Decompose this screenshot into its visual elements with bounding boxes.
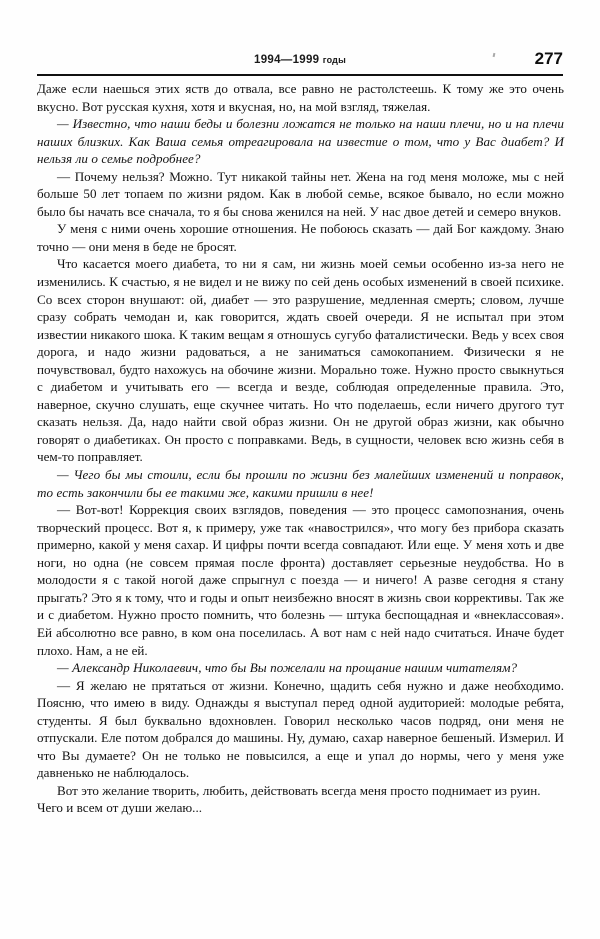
running-head-word: годы	[322, 55, 346, 65]
paragraph-question: — Чего бы мы стоили, если бы прошли по жизни без малейших изменений и поправок, то есть закончили бы ее такими же, какими пришли в нее!	[37, 467, 564, 500]
paragraph: — Почему нельзя? Можно. Тут никакой тайны нет. Жена на год меня моложе, мы с ней больше 50 лет топаем по жизни рядом. Как в любой семье, всякое бывало, но если можно было бы начать все сначала, то я бы снова женился на ней. У нас двое детей и семеро внуков.	[37, 168, 564, 219]
body-text-block	[37, 80, 564, 817]
running-head-years: 1994—1999	[254, 54, 320, 66]
paragraph: — Вот-вот! Коррекция своих взглядов, поведения — это процесс самопознания, очень творческий процесс. Вот я, к примеру, уже так «навострился», что могу без прибора сказать примерно, какой у меня сахар. И цифры почти всегда совпадают. Или еще. У меня хоть и две ноги, но одна (не совсем прямая после фронта) доставляет серьезные неудобства. Но в молодости я с такой ногой даже спрыгнул с поезда — и ничего! А разве сегодня я стану прыгать? Это я к тому, что и годы и опыт неизбежно вносят в жизнь свои коррективы. Так же и с диабетом. Нужно просто помнить, что болезнь — штука беспощадная и «внеклассовая». Ей абсолютно все равно, в ком она поселилась. А вот нам с ней надо считаться. Иначе будет плохо. Нам, а не ей.	[37, 502, 564, 658]
paragraph: Что касается моего диабета, то ни я сам, ни жизнь моей семьи особенно из-за него не изменились. К счастью, я не видел и не вижу по сей день особых изменений в своей психике. Со всех сторон внушают: ой, диабет — это разрушение, медленная смерть; словом, лучше сразу собрать чемодан и, как говорится, ждать своей очереди. Я не испытал при этом известии никакого шока. К таким вещам я отношусь сугубо фаталистически. Ведь у всех своя дорога, и надо жизни радоваться, а не заниматься самокопанием. Физически я не почувствовал, будто нахожусь на обочине жизни. Морально тоже. Нужно просто свыкнуться с диабетом и учитывать его — всегда и везде, соблюдая определенные правила. Это, наверное, скучно слушать, еще скучнее читать. Но что поделаешь, если ничего другого тут сказать нельзя. Да, надо найти свой образ жизни. Он не другой образ жизни, как обычно говорят о диабетиках. Он просто с поправками. Ведь, в сущности, человек всю жизнь себя в чем-то поправляет.	[37, 256, 564, 465]
running-head	[37, 49, 563, 72]
paragraph: — Я желаю не прятаться от жизни. Конечно, щадить себя нужно и даже необходимо. Поясню, что имею в виду. Однажды я выступал перед одной аудиторией: молодые ребята, студенты. Я был буквально вдохновлен. Говорил несколько часов подряд, они меня не отпускали. Еле потом добрался до машины. Ну, думаю, сахар наверное бешеный. Измерил. И что Вы думаете? Он не только не повысился, а еще и упал до нормы, чего у меня уже давненько не наблюдалось.	[37, 677, 564, 781]
paragraph-question: — Александр Николаевич, что бы Вы пожелали на прощание нашим читателям?	[57, 660, 518, 676]
paragraph: У меня с ними очень хорошие отношения. Не побоюсь сказать — дай Бог каждому. Знаю точно — они меня в беде не бросят.	[37, 221, 564, 254]
page-number: 277	[534, 49, 563, 68]
paragraph: Вот это желание творить, любить, действовать всегда меня просто поднимает из руин. Чего и всем от души желаю...	[37, 782, 541, 816]
paragraph: Даже если наешься этих яств до отвала, все равно не растолстеешь. К тому же это очень вкусно. Вот русская кухня, хотя и вкусная, но, на мой взгляд, тяжелая.	[37, 81, 564, 114]
running-head-inner	[37, 49, 563, 72]
paragraph-question: — Известно, что наши беды и болезни ложатся не только на наши плечи, но и на плечи наших близких. Как Ваша семья отреагировала на известие о том, что у Вас диабет? И нельзя ли о семье подробнее?	[37, 116, 564, 167]
header-rule-divider	[37, 74, 563, 76]
running-head-title	[37, 54, 563, 66]
